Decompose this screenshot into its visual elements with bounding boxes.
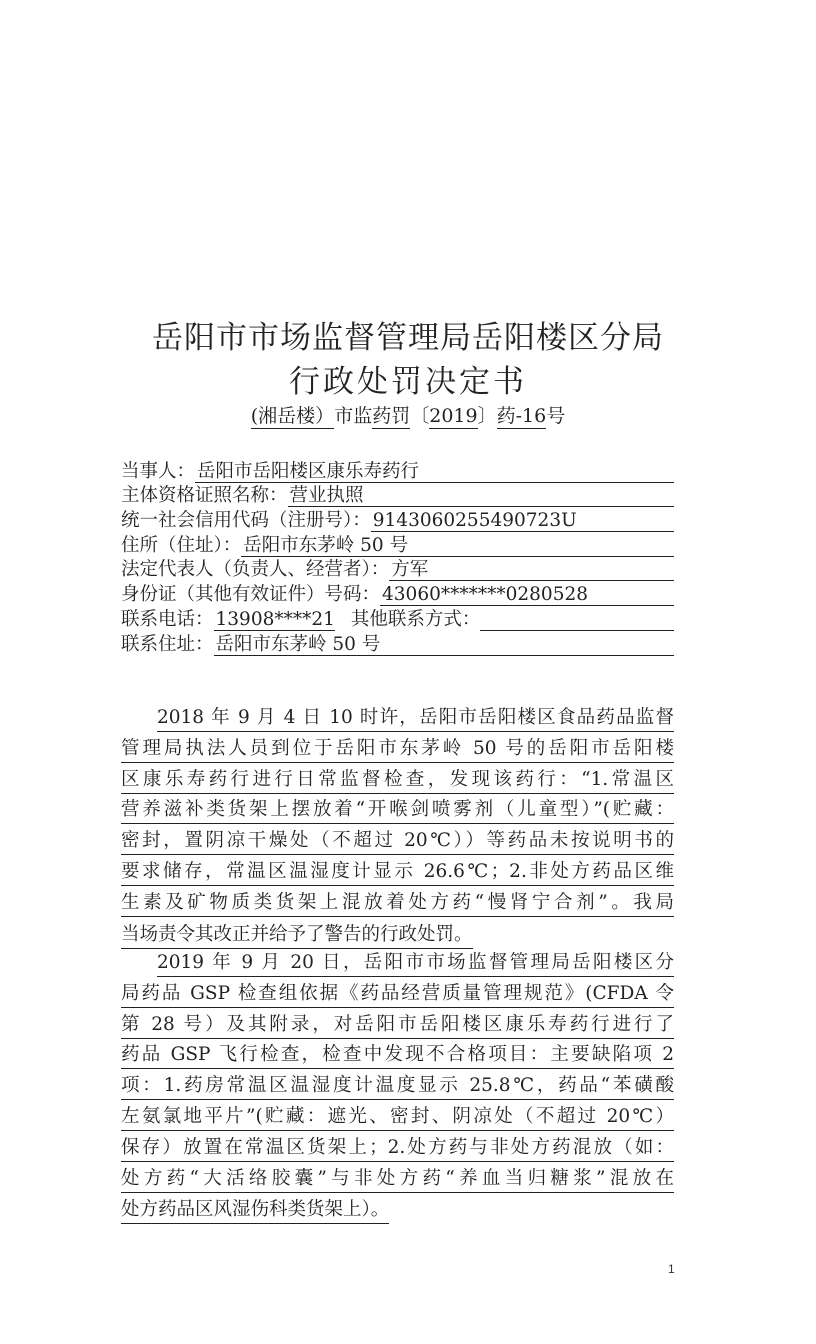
text-line-content: 2018 年 9 月 4 日 10 时许，岳阳市岳阳楼区食品药品监督	[157, 705, 674, 732]
text-line	[121, 767, 674, 798]
text-line	[121, 1196, 674, 1227]
field-legal-representative	[121, 557, 674, 582]
text-line-content: 营养滋补类货架上摆放着“开喉剑喷雾剂（儿童型）”(贮藏：	[121, 797, 674, 824]
field-value: 43060*******0280528	[380, 584, 674, 606]
field-value-other-contact	[480, 630, 674, 631]
text-line-content: 第 28 号）及其附录，对岳阳市岳阳楼区康乐寿药行进行了	[121, 1012, 674, 1039]
text-line-content: 当场责令其改正并给予了警告的行政处罚。	[121, 922, 473, 949]
field-credit-code	[121, 507, 674, 532]
field-phone	[121, 606, 674, 631]
text-line-content: 要求储存，常温区温湿度计显示 26.6℃；2.非处方药品区维	[121, 859, 674, 886]
field-label: 统一社会信用代码（注册号）：	[121, 510, 371, 532]
field-label: 联系电话：	[121, 608, 214, 630]
text-line-content: 处方药品区风湿伤科类货架上）。	[121, 1197, 389, 1224]
doc-number-agency: 市监	[334, 405, 373, 427]
doc-number-prefix: (湘岳楼）	[250, 405, 335, 427]
field-value: 营业执照	[288, 485, 674, 507]
field-id-number	[121, 581, 674, 606]
field-label: 联系住址：	[121, 633, 214, 655]
doc-number-bracket-open: 〔	[410, 405, 430, 427]
text-line	[121, 950, 674, 981]
field-value: 岳阳市东茅岭 50 号	[214, 634, 674, 656]
text-line-content: 处方药“大活络胶囊”与非处方药“养血当归糖浆”混放在	[121, 1166, 674, 1193]
field-party	[121, 458, 674, 483]
document-title-type: 行政处罚决定书	[289, 364, 527, 400]
text-line	[121, 1073, 674, 1104]
field-label: 当事人：	[121, 460, 196, 482]
party-info-fields	[121, 458, 674, 656]
field-address	[121, 532, 674, 557]
field-contact-address	[121, 631, 674, 656]
text-line	[121, 797, 674, 828]
field-label: 身份证（其他有效证件）号码：	[121, 584, 381, 606]
document-number	[0, 402, 816, 430]
field-value-phone: 13908****21	[215, 608, 335, 630]
text-line	[121, 1135, 674, 1166]
text-line-content: 左氨氯地平片”(贮藏：遮光、密封、阴凉处（不超过 20℃）	[121, 1104, 674, 1131]
text-line	[121, 859, 674, 890]
text-line	[121, 1012, 674, 1043]
text-line-content: 管理局执法人员到位于岳阳市东茅岭 50 号的岳阳市岳阳楼	[121, 736, 674, 763]
field-label-other-contact: 其他联系方式：	[350, 608, 481, 630]
paragraph-routine-inspection	[121, 705, 674, 951]
text-line-content: 局药品 GSP 检查组依据《药品经营质量管理规范》(CFDA 令	[121, 981, 674, 1008]
text-line	[121, 736, 674, 767]
text-line	[121, 1104, 674, 1135]
text-line-content: 2019 年 9 月 20 日，岳阳市市场监督管理局岳阳楼区分	[157, 950, 674, 977]
doc-number-year: 2019	[429, 405, 478, 427]
text-line	[121, 828, 674, 859]
field-label: 法定代表人（负责人、经营者）：	[121, 559, 390, 581]
text-line-content: 药品 GSP 飞行检查，检查中发现不合格项目：主要缺陷项 2	[121, 1042, 674, 1069]
field-value: 岳阳市东茅岭 50 号	[241, 535, 674, 557]
page-number: 1	[668, 1262, 675, 1276]
doc-number-suffix: 号	[546, 405, 566, 427]
field-label: 住所（住址）：	[121, 534, 242, 556]
text-line-content: 密封，置阴凉干燥处（不超过 20℃））等药品未按说明书的	[121, 828, 674, 855]
text-line	[121, 1166, 674, 1197]
text-line-content: 生素及矿物质类货架上混放着处方药“慢肾宁合剂”。我局	[121, 890, 674, 917]
doc-number-type: 药罚	[372, 405, 411, 427]
doc-number-serial: 药-16	[496, 405, 547, 427]
doc-number-bracket-close: 〕	[477, 405, 497, 427]
text-line	[121, 981, 674, 1012]
text-line-content: 项：1.药房常温区温湿度计温度显示 25.8℃，药品“苯磺酸	[121, 1073, 674, 1100]
field-license-name	[121, 483, 674, 508]
text-line	[121, 1042, 674, 1073]
document-title-agency: 岳阳市市场监督管理局岳阳楼区分局	[152, 320, 664, 356]
field-value: 9143060255490723U	[371, 510, 674, 532]
text-line	[121, 921, 674, 952]
text-line-content: 保存）放置在常温区货架上；2.处方药与非处方药混放（如：	[121, 1135, 674, 1162]
field-value: 方军	[389, 559, 674, 581]
text-line	[121, 705, 674, 736]
text-line	[121, 890, 674, 921]
paragraph-gsp-inspection	[121, 950, 674, 1227]
text-line-content: 区康乐寿药行进行日常监督检查，发现该药行：“1.常温区	[121, 767, 674, 794]
field-value: 岳阳市岳阳楼区康乐寿药行	[195, 461, 674, 483]
field-label: 主体资格证照名称：	[121, 485, 288, 507]
